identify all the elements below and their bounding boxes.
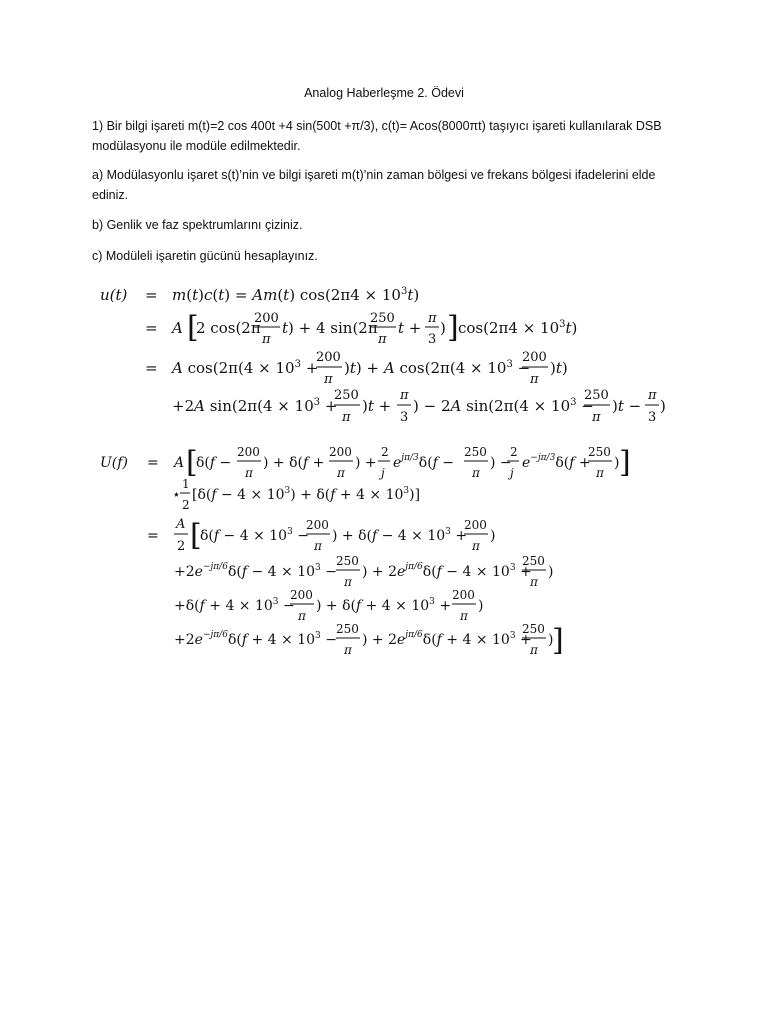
svg-text:): ) — [490, 528, 496, 544]
svg-text:π: π — [298, 609, 306, 623]
document-title: Analog Haberleşme 2. Ödevi — [304, 86, 464, 100]
svg-text:j: j — [381, 466, 385, 480]
svg-text:200: 200 — [290, 588, 313, 602]
svg-text:3: 3 — [400, 410, 409, 425]
svg-text:π: π — [245, 466, 253, 480]
svg-text:cos(2π4 × 103t): $\cos(2\pi 4 \times 10^3t)$ — [458, 319, 578, 337]
svg-text:250: 250 — [522, 622, 545, 636]
svg-text:=: = — [145, 286, 158, 304]
svg-text:A cos(2π(4 × 103 +: A $\cos(2\pi(4 \times 10^3$ + — [172, 359, 319, 377]
svg-text:π: π — [648, 388, 657, 403]
svg-text:) + 2ejπ/6δ(f + 4 × 103 +: ) + $2e^{j\pi/6}\delta(f + 4 \times 10^3$ + — [362, 630, 532, 648]
svg-text:200: 200 — [237, 445, 260, 459]
svg-text:200: 200 — [452, 588, 475, 602]
svg-text:π: π — [460, 609, 468, 623]
question-part-c: c) Modüleli işaretin gücünü hesaplayınız. — [92, 249, 318, 263]
svg-text:π: π — [324, 372, 333, 387]
svg-text:π: π — [472, 466, 480, 480]
svg-text:) + 2ejπ/6δ(f − 4 × 103 +: ) + $2e^{j\pi/6}\delta(f - 4 \times 10^3$ + — [362, 562, 532, 580]
svg-text:ejπ/3δ(f −: $e^{j\pi/3}\delta(f$ − — [393, 453, 455, 471]
svg-text:π: π — [472, 539, 480, 553]
question-1: 1) Bir bilgi işareti m(t)=2 cos 400t +4 sin(500t +π/3), c(t)= Acos(8000πt) taşıyıcı işareti kullanılarak DSB modülasyonu ile modüle edilmektedir. — [92, 119, 662, 153]
svg-text:π: π — [530, 575, 538, 589]
svg-text:): ) — [548, 564, 554, 580]
svg-text:π: π — [342, 410, 351, 425]
svg-text:250: 250 — [370, 311, 395, 326]
svg-text:]: ] — [447, 310, 459, 345]
svg-text:) + δ(f − 4 × 103 +: ) + $\delta(f - 4 \times 10^3$ + — [332, 527, 468, 544]
svg-text:): ) — [660, 397, 666, 415]
svg-text:=: = — [147, 528, 159, 544]
svg-text:200: 200 — [316, 350, 341, 365]
svg-text:π: π — [400, 388, 409, 403]
svg-text:t +: t + — [398, 319, 422, 337]
svg-text:200: 200 — [254, 311, 279, 326]
svg-text:m(t)c(t) = Am(t) cos(2π4 × 103: m(t)c(t) = Am(t) $\cos(2\pi 4 \times 10^3t)$ — [172, 286, 420, 304]
svg-text:δ(f − 4 × 103 −: $\delta(f - 4 \times 10^3$ − — [200, 527, 309, 544]
svg-text:[: [ — [187, 310, 199, 345]
svg-text:=: = — [145, 359, 158, 377]
svg-text:[δ(f − 4 × 103) + δ(f + 4 × 10: $[\delta(f - 4 \times 10^3) + \delta(f + 4 \times 10^3)]$ — [192, 486, 421, 503]
svg-text:t) + 4 sin(2π: t) + 4 sin(2π — [282, 319, 378, 337]
svg-text:250: 250 — [588, 445, 611, 459]
svg-text:+2e−jπ/6δ(f + 4 × 103 −: $+2e^{-j\pi/6}\delta(f + 4 \times 10^3$ − — [174, 630, 337, 648]
svg-text:250: 250 — [336, 622, 359, 636]
svg-text:π: π — [337, 466, 345, 480]
svg-text:]: ] — [552, 623, 564, 658]
svg-text:π: π — [378, 332, 387, 347]
svg-text:200: 200 — [464, 518, 487, 532]
svg-text:]: ] — [619, 445, 631, 480]
svg-text:250: 250 — [464, 445, 487, 459]
question-part-a: a) Modülasyonlu işaret s(t)’nin ve bilgi işareti m(t)’nin zaman bölgesi ve frekans bölgesi ifadelerini elde ediniz. — [92, 168, 656, 202]
svg-text:π: π — [530, 643, 538, 657]
svg-text:250: 250 — [584, 388, 609, 403]
svg-text:+2e−jπ/6δ(f − 4 × 103 −: $+2e^{-j\pi/6}\delta(f - 4 \times 10^3$ − — [174, 562, 337, 580]
svg-text:π: π — [262, 332, 271, 347]
svg-text:π: π — [344, 575, 352, 589]
svg-text:2: 2 — [510, 445, 518, 459]
svg-text:[: [ — [190, 518, 202, 553]
svg-text:250: 250 — [334, 388, 359, 403]
equation-U-f — [100, 445, 631, 658]
eq-u-lhs: u(t) — [100, 286, 128, 304]
svg-text:): ) — [440, 319, 446, 337]
svg-text:): ) — [478, 598, 484, 614]
svg-text:)t) + A cos(2π(4 × 103 −: )t) + A $\cos(2\pi(4 \times 10^3$ − — [344, 359, 531, 377]
svg-text:[: [ — [186, 445, 198, 480]
svg-text:) +: ) + — [355, 455, 377, 471]
svg-text:+δ(f + 4 × 103 −: $+\delta(f + 4 \times 10^3$ − — [174, 597, 295, 614]
svg-text:250: 250 — [522, 554, 545, 568]
svg-text:π: π — [344, 643, 352, 657]
svg-text:)t +: )t + — [362, 397, 392, 415]
svg-text:π: π — [428, 311, 437, 326]
eq-U-lhs: U(f) — [100, 455, 128, 471]
svg-text:=: = — [145, 319, 158, 337]
svg-text:A: A — [172, 319, 183, 337]
svg-text:): ) — [614, 455, 620, 471]
svg-text:200: 200 — [522, 350, 547, 365]
svg-text:200: 200 — [329, 445, 352, 459]
svg-text:) + δ(f +: ) + δ(f + — [263, 455, 325, 471]
svg-text:) − 2A sin(2π(4 × 103 −: ) − 2A $\sin(2\pi(4 \times 10^3$ − — [413, 397, 594, 415]
svg-text:2: 2 — [177, 539, 186, 554]
svg-text:e−jπ/3δ(f +: $e^{-j\pi/3}\delta(f$ + — [522, 453, 591, 471]
svg-text:2 cos(2π: 2 cos(2π — [196, 319, 261, 337]
svg-text:2: 2 — [182, 498, 190, 512]
svg-text:=: = — [147, 455, 159, 471]
svg-text:200: 200 — [306, 518, 329, 532]
svg-text:)t −: )t − — [612, 397, 642, 415]
svg-text:A: A — [176, 517, 186, 532]
svg-text:A: A — [174, 455, 185, 471]
svg-text:+2A sin(2π(4 × 103 +: +2A $\sin(2\pi(4 \times 10^3$ + — [172, 397, 338, 415]
svg-text:δ(f −: δ(f − — [196, 455, 232, 471]
svg-text:3: 3 — [648, 410, 657, 425]
svg-text:2: 2 — [381, 445, 389, 459]
svg-text:3: 3 — [428, 332, 437, 347]
svg-text:) + δ(f + 4 × 103 +: ) + $\delta(f + 4 \times 10^3$ + — [316, 597, 452, 614]
svg-text:): ) — [548, 632, 554, 648]
svg-text:) −: ) − — [490, 455, 512, 471]
question-part-b: b) Genlik ve faz spektrumlarını çiziniz. — [92, 218, 303, 232]
svg-text:π: π — [314, 539, 322, 553]
svg-text:250: 250 — [336, 554, 359, 568]
svg-text:π: π — [592, 410, 601, 425]
svg-text:⋆: ⋆ — [172, 487, 181, 503]
svg-text:π: π — [596, 466, 604, 480]
svg-text:π: π — [530, 372, 539, 387]
svg-text:j: j — [510, 466, 514, 480]
svg-text:)t): )t) — [550, 359, 568, 377]
svg-text:1: 1 — [182, 477, 190, 491]
